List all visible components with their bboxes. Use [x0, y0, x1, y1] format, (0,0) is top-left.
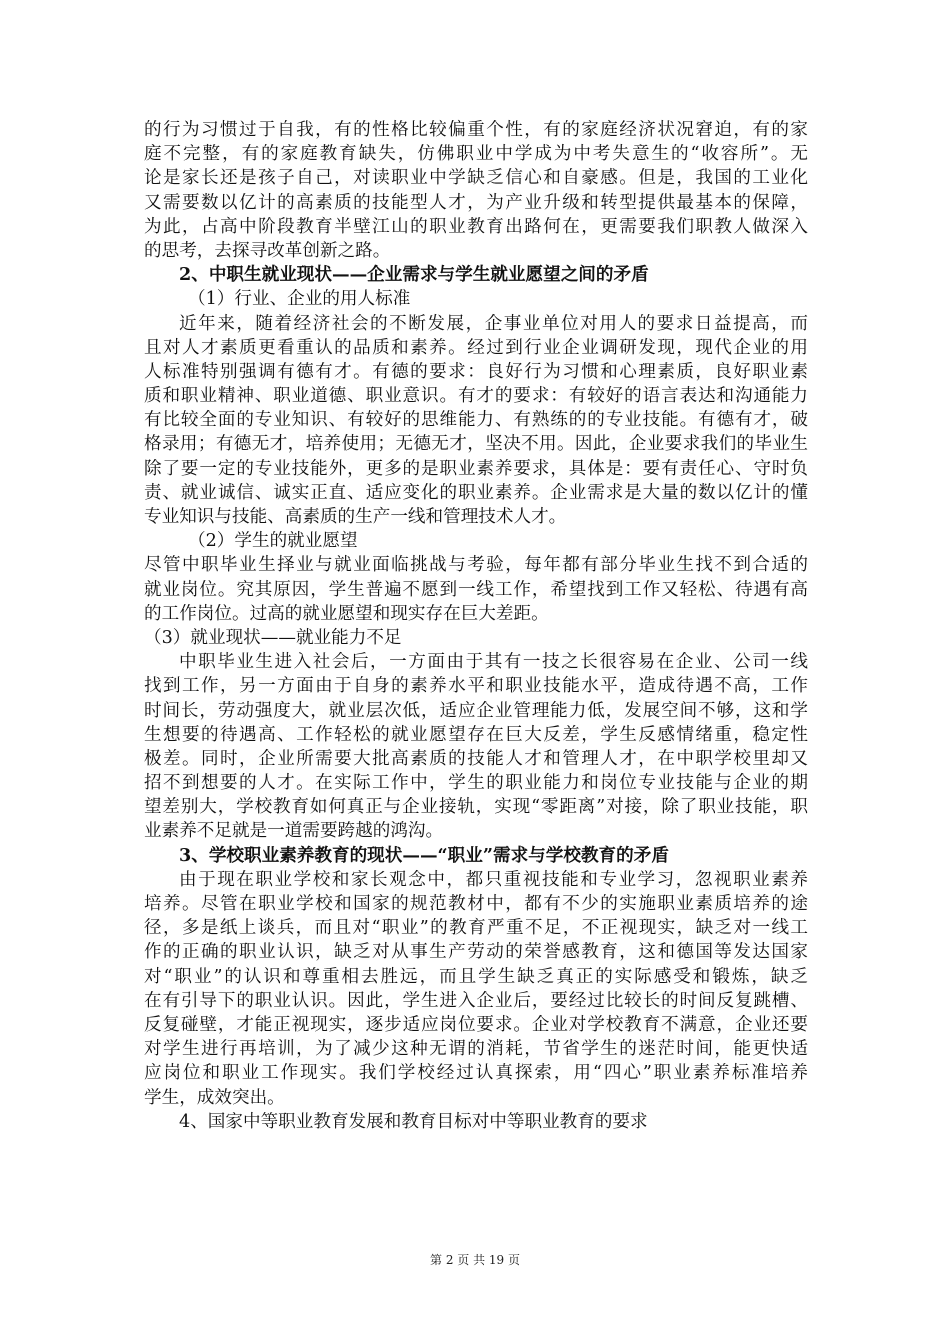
text-line: 为此，占高中阶段教育半壁江山的职业教育出路何在，更需要我们职教人做深入: [144, 216, 808, 237]
section-heading-2: 2、中职生就业现状——企业需求与学生就业愿望之间的矛盾: [179, 264, 649, 286]
subheading-1: （1）行业、企业的用人标准: [188, 289, 411, 310]
text-line: 培养。尽管在职业学校和国家的规范教材中，都有不少的实施职业素质培养的途: [144, 894, 808, 914]
text-line: 学生，成效突出。: [144, 1087, 285, 1108]
text-line: 专业知识与技能、高素质的生产一线和管理技术人才。: [144, 507, 567, 527]
text-line: 质和职业精神、职业道德、职业意识。有才的要求：有较好的语言表达和沟通能力: [144, 386, 808, 407]
subheading-3: （3）就业现状——就业能力不足: [144, 627, 402, 648]
text-line: 格录用；有德无才，培养使用；无德无才，坚决不用。因此，企业要求我们的毕业生: [144, 434, 808, 455]
text-line: 近年来，随着经济社会的不断发展，企事业单位对用人的要求日益提高，而: [179, 313, 808, 334]
text-line: 有比较全面的专业知识、有较好的思维能力、有熟练的的专业技能。有德有才，破: [144, 410, 808, 431]
section-heading-3: 3、学校职业素养教育的现状——“职业”需求与学校教育的矛盾: [179, 844, 669, 866]
text-line: 望差别大，学校教育如何真正与企业接轨，实现“零距离”对接，除了职业技能，职: [144, 797, 808, 818]
document-body: [144, 118, 808, 1134]
text-line: 招不到想要的人才。在实际工作中，学生的职业能力和岗位专业技能与企业的期: [144, 773, 808, 794]
text-line: 责、就业诚信、诚实正直、适应变化的职业素养。企业需求是大量的数以亿计的懂: [144, 482, 808, 503]
text-line: 作的正确的职业认识，缺乏对从事生产劳动的荣誉感教育，这和德国等发达国家: [144, 942, 808, 963]
text-line: 径，多是纸上谈兵，而且对“职业”的教育严重不足，不正视现实，缺乏对一线工: [144, 918, 808, 939]
text-line: 的工作岗位。过高的就业愿望和现实存在巨大差距。: [144, 603, 549, 624]
text-line: 尽管中职毕业生择业与就业面临挑战与考验，每年都有部分毕业生找不到合适的: [144, 555, 808, 576]
page-footer: 第 2 页 共 19 页: [430, 1253, 520, 1267]
text-line: 的思考，去探寻改革创新之路。: [144, 240, 391, 261]
text-line: 由于现在职业学校和家长观念中，都只重视技能和专业学习，忽视职业素养: [179, 869, 808, 890]
section-heading-4: 4、国家中等职业教育发展和教育目标对中等职业教育的要求: [179, 1111, 648, 1132]
text-line: 反复碰壁，才能正视现实，逐步适应岗位要求。企业对学校教育不满意，企业还要: [144, 1014, 808, 1035]
text-line: 中职毕业生进入社会后，一方面由于其有一技之长很容易在企业、公司一线: [179, 652, 808, 673]
text-line: 人标准特别强调有德有才。有德的要求：良好行为习惯和心理素质，良好职业素: [144, 361, 808, 382]
text-line: 的行为习惯过于自我，有的性格比较偏重个性，有的家庭经济状况窘迫，有的家: [144, 120, 808, 140]
subheading-2: （2）学生的就业愿望: [188, 531, 358, 552]
text-line: 庭不完整，有的家庭教育缺失，仿佛职业中学成为中考失意生的“收容所”。无: [144, 144, 808, 165]
text-line: 时间长，劳动强度大，就业层次低，适应企业管理能力低，发展空间不够，这和学: [144, 700, 808, 721]
text-line: 生想要的待遇高、工作轻松的就业愿望存在巨大反差，学生反感情绪重，稳定性: [144, 724, 808, 745]
text-line: 除了要一定的专业技能外，更多的是职业素养要求，具体是：要有责任心、守时负: [144, 458, 808, 479]
text-line: 对学生进行再培训，为了减少这种无谓的消耗，节省学生的迷茫时间，能更快适: [144, 1039, 808, 1060]
text-line: 极差。同时，企业所需要大批高素质的技能人才和管理人才，在中职学校里却又: [144, 748, 808, 769]
text-line: 且对人才素质更看重认的品质和素养。经过到行业企业调研发现，现代企业的用: [144, 337, 808, 358]
text-line: 就业岗位。究其原因，学生普遍不愿到一线工作，希望找到工作又轻松、待遇有高: [144, 579, 808, 600]
text-line: 业素养不足就是一道需要跨越的鸿沟。: [144, 821, 444, 842]
text-line: 找到工作，另一方面由于自身的素养水平和职业技能水平，造成待遇不高，工作: [144, 676, 808, 697]
text-line: 对“职业”的认识和尊重相去胜远，而且学生缺乏真正的实际感受和锻炼，缺乏: [144, 966, 808, 987]
text-line: 应岗位和职业工作现实。我们学校经过认真探索，用“四心”职业素养标准培养: [144, 1063, 808, 1084]
text-line: 论是家长还是孩子自己，对读职业中学缺乏信心和自豪感。但是，我国的工业化: [144, 168, 808, 189]
text-line: 又需要数以亿计的高素质的技能型人才，为产业升级和转型提供最基本的保障，: [144, 192, 808, 213]
text-line: 在有引导下的职业认识。因此，学生进入企业后，要经过比较长的时间反复跳槽、: [144, 990, 808, 1011]
